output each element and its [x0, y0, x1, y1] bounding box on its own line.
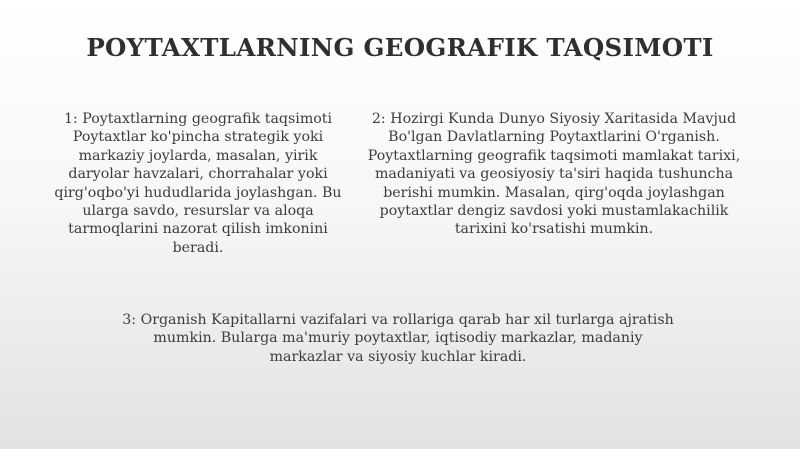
- text-block-2: 2: Hozirgi Kunda Dunyo Siyosiy Xaritasida Mavjud Bo'lgan Davlatlarning Poytaxtlarini O'rganish. Poytaxtlarning geografik taqsimoti mamlakat tarixi, madaniyati va geosiyosiy ta'siri haqida tushuncha berishi mumkin. Masalan, qirg'oqda joylashgan poytaxtlar dengiz savdosi yoki mustamlakachilik tarixini ko'rsatishi mumkin.: [367, 111, 741, 238]
- text-block-1: 1: Poytaxtlarning geografik taqsimoti Poytaxtlar ko'pincha strategik yoki markaziy joylarda, masalan, yirik daryolar havzalari, chorrahalar yoki qirg'oqbo'yi hududlarida joylashgan. Bu ularga savdo, resurslar va aloqa tarmoqlarini nazorat qilish imkonini beradi.: [54, 111, 342, 256]
- text-block-3: 3: Organish Kapitallarni vazifalari va rollariga qarab har xil turlarga ajratish mumkin. Bularga ma'muriy poytaxtlar, iqtisodiy markazlar, madaniy markazlar va siyosiy kuchlar kiradi.: [122, 312, 674, 365]
- slide-title: POYTAXTLARNING GEOGRAFIK TAQSIMOTI: [86, 33, 714, 62]
